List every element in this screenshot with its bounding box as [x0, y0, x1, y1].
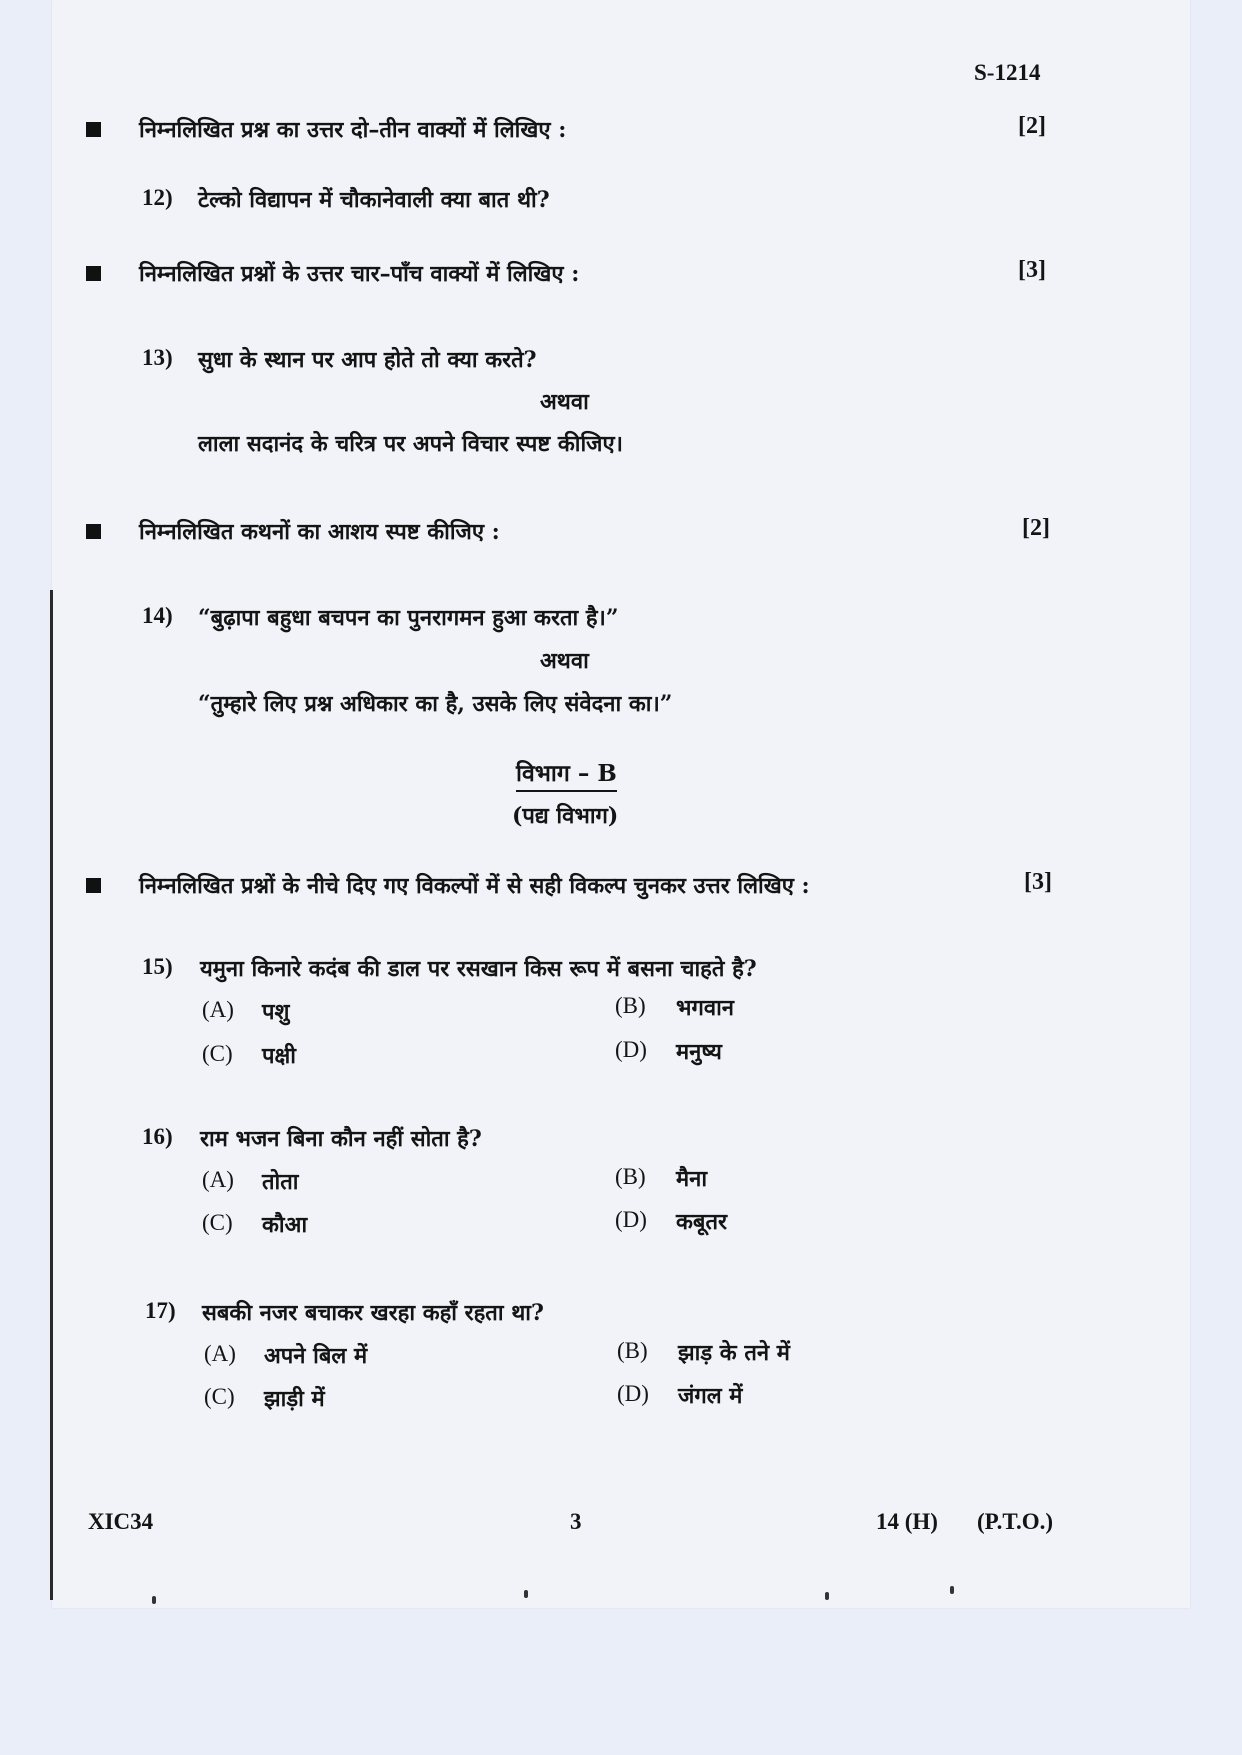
bullet-icon [86, 524, 101, 539]
option-letter: (C) [202, 1041, 233, 1066]
option-letter: (D) [615, 1207, 647, 1232]
please-turn-over: (P.T.O.) [977, 1509, 1054, 1534]
scan-speck [524, 1590, 528, 1598]
instruction-1: निम्नलिखित प्रश्न का उत्तर दो–तीन वाक्यों में लिखिए : [139, 117, 567, 143]
option-text: झाड़ के तने में [678, 1340, 790, 1366]
question-text-14: “बुढ़ापा बहुधा बचपन का पुनरागमन हुआ करता है।” [198, 605, 619, 631]
instruction-4: निम्नलिखित प्रश्नों के नीचे दिए गए विकल्पों में से सही विकल्प चुनकर उत्तर लिखिए : [139, 873, 810, 899]
scan-speck [825, 1592, 829, 1600]
option-text: जंगल में [678, 1383, 743, 1409]
or-separator-13: अथवा [540, 389, 589, 415]
option-text: अपने बिल में [264, 1343, 368, 1369]
question-text-16: राम भजन बिना कौन नहीं सोता है? [200, 1126, 482, 1152]
question-number-16: 16) [142, 1124, 173, 1149]
option-text: पशु [262, 999, 290, 1025]
option-letter: (D) [617, 1381, 649, 1406]
option-text: मनुष्य [676, 1039, 722, 1065]
marks-4: [3] [1024, 869, 1052, 895]
option-letter: (A) [202, 997, 234, 1022]
option-text: कबूतर [676, 1209, 727, 1235]
bullet-icon [86, 266, 101, 281]
marks-1: [2] [1018, 113, 1046, 139]
question-text-13: सुधा के स्थान पर आप होते तो क्या करते? [198, 347, 537, 373]
scan-speck [950, 1586, 954, 1594]
option-text: पक्षी [262, 1043, 296, 1069]
option-text: झाड़ी में [264, 1386, 325, 1412]
page-number: 3 [570, 1509, 582, 1534]
question-alt-text-13: लाला सदानंद के चरित्र पर अपने विचार स्पष्ट कीजिए। [198, 431, 623, 457]
question-number-17: 17) [145, 1298, 176, 1323]
instruction-2: निम्नलिखित प्रश्नों के उत्तर चार–पाँच वाक्यों में लिखिए : [139, 261, 580, 287]
option-letter: (B) [615, 993, 646, 1018]
marks-3: [2] [1022, 515, 1050, 541]
option-letter: (B) [615, 1164, 646, 1189]
instruction-3: निम्नलिखित कथनों का आशय स्पष्ट कीजिए : [139, 519, 500, 545]
bullet-icon [86, 122, 101, 137]
footer-language-code: 14 (H) [876, 1509, 938, 1534]
option-text: भगवान [676, 995, 734, 1021]
question-text-15: यमुना किनारे कदंब की डाल पर रसखान किस रूप में बसना चाहते है? [200, 956, 757, 982]
question-number-15: 15) [142, 954, 173, 979]
option-letter: (A) [202, 1167, 234, 1192]
option-letter: (C) [202, 1210, 233, 1235]
marks-2: [3] [1018, 257, 1046, 283]
question-number-12: 12) [142, 185, 173, 210]
or-separator-14: अथवा [540, 648, 589, 674]
section-title: विभाग – B [516, 756, 617, 792]
footer-paper-code: XIC34 [88, 1509, 154, 1534]
scan-speck [152, 1596, 156, 1604]
question-number-14: 14) [142, 603, 173, 628]
question-text-12: टेल्को विद्यापन में चौकानेवाली क्या बात थी? [198, 187, 550, 213]
section-subtitle: (पद्य विभाग) [512, 803, 619, 829]
option-text: तोता [262, 1169, 299, 1195]
bullet-icon [86, 878, 101, 893]
option-letter: (D) [615, 1037, 647, 1062]
option-letter: (C) [204, 1384, 235, 1409]
option-letter: (B) [617, 1338, 648, 1363]
question-number-13: 13) [142, 345, 173, 370]
question-text-17: सबकी नजर बचाकर खरहा कहाँ रहता था? [202, 1300, 544, 1326]
option-text: मैना [676, 1166, 708, 1192]
paper-code: S-1214 [974, 60, 1041, 85]
option-letter: (A) [204, 1341, 236, 1366]
paper-edge-shadow [50, 590, 53, 1600]
option-text: कौआ [262, 1212, 308, 1238]
question-alt-text-14: “तुम्हारे लिए प्रश्न अधिकार का है, उसके लिए संवेदना का।” [198, 691, 673, 717]
